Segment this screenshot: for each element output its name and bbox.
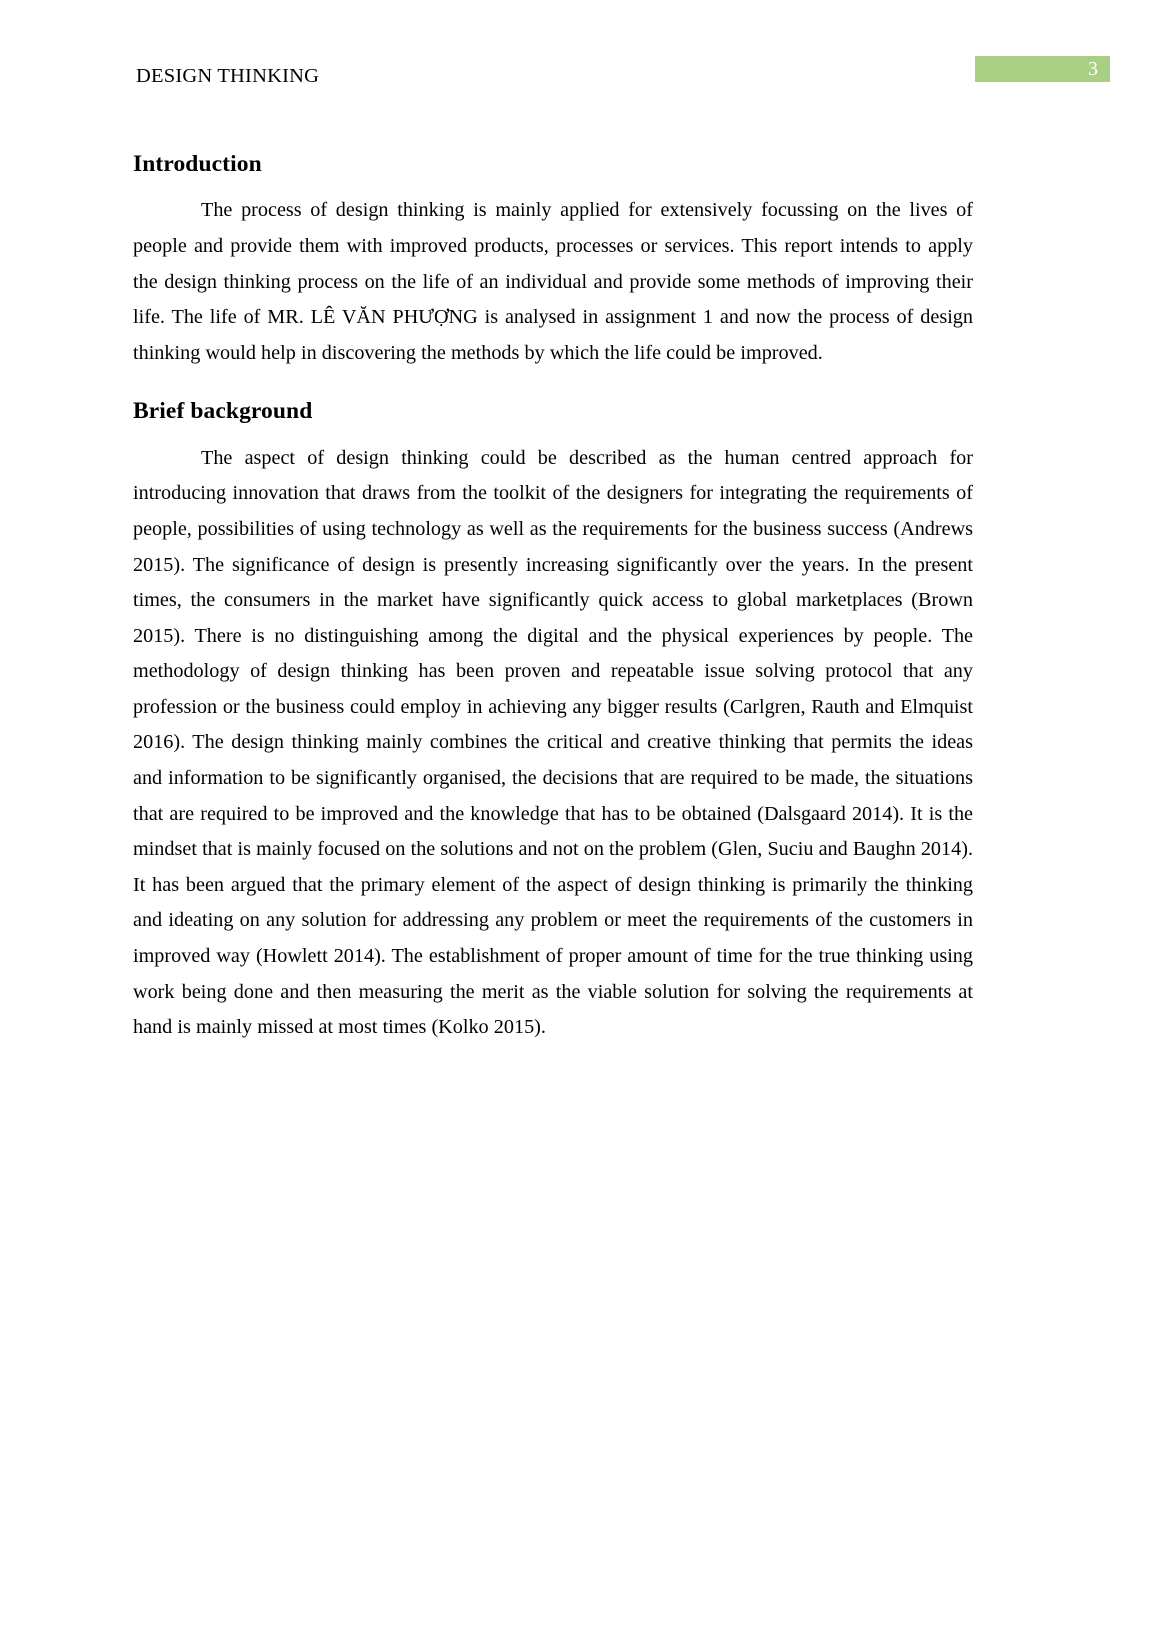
page-number: 3 [1088,58,1098,80]
section-brief-background [133,397,973,1045]
paragraph-brief-background: The aspect of design thinking could be described as the human centred approach for introducing innovation that draws from the toolkit of the designers for integrating the requirements of people, possibilities of using technology as well as the requirements for the business success (Andrews 2015). The significance of design is presently increasing significantly over the years. In the present times, the consumers in the market have significantly quick access to global marketplaces (Brown 2015). There is no distinguishing among the digital and the physical experiences by people. The methodology of design thinking has been proven and repeatable issue solving protocol that any profession or the business could employ in achieving any bigger results (Carlgren, Rauth and Elmquist 2016). The design thinking mainly combines the critical and creative thinking that permits the ideas and information to be significantly organised, the decisions that are required to be made, the situations that are required to be improved and the knowledge that has to be obtained (Dalsgaard 2014). It is the mindset that is mainly focused on the solutions and not on the problem (Glen, Suciu and Baughn 2014). It has been argued that the primary element of the aspect of design thinking is primarily the thinking and ideating on any solution for addressing any problem or meet the requirements of the customers in improved way (Howlett 2014). The establishment of proper amount of time for the true thinking using work being done and then measuring the merit as the viable solution for solving the requirements at hand is mainly missed at most times (Kolko 2015). [133,446,973,1039]
heading-brief-background: Brief background [133,398,313,425]
paragraph-introduction: The process of design thinking is mainly applied for extensively focussing on the lives of people and provide them with improved products, processes or services. This report intends to apply the design thinking process on the life of an individual and provide some methods of improving their life. The life of MR. LÊ VĂN PHƯỢNG is analysed in assignment 1 and now the process of design thinking would help in discovering the methods by which the life could be improved. [133,199,973,364]
running-header-title: DESIGN THINKING [136,65,320,87]
page-number-box [975,56,1110,82]
heading-introduction: Introduction [133,151,262,177]
page-header [0,55,1158,95]
document-body [133,150,973,1046]
section-introduction [133,150,973,371]
